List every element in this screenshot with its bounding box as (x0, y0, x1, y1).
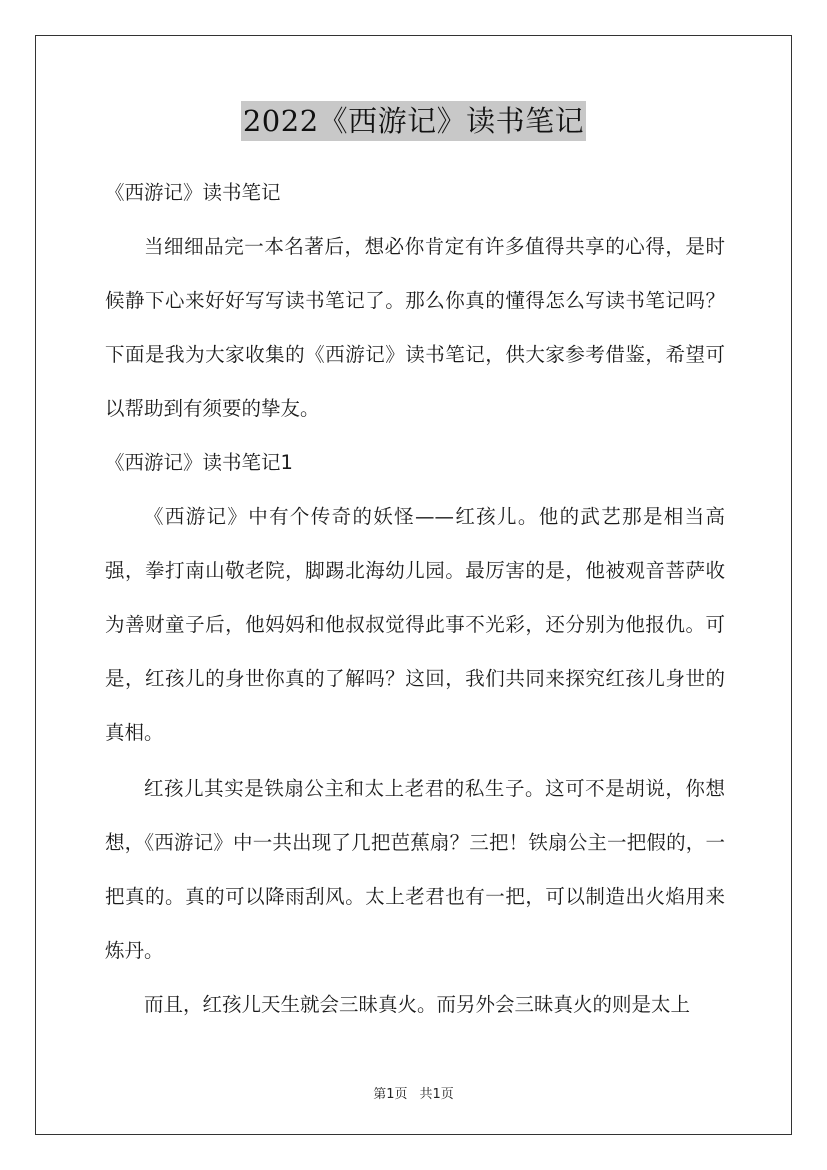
body-paragraph-1: 《西游记》中有个传奇的妖怪——红孩儿。他的武艺那是相当高强，拳打南山敬老院，脚踢北海幼儿园。最厉害的是，他被观音菩萨收为善财童子后，他妈妈和他叔叔觉得此事不光彩，还分别为他报仇。可是，红孩儿的身世你真的了解吗？这回，我们共同来探究红孩儿身世的真相。 (105, 505, 725, 744)
body-paragraph-2: 红孩儿其实是铁扇公主和太上老君的私生子。这可不是胡说，你想想，《西游记》中一共出现了几把芭蕉扇？三把！铁扇公主一把假的，一把真的。真的可以降雨刮风。太上老君也有一把，可以制造出火焰用来炼丹。 (105, 777, 725, 962)
page-footer (0, 1083, 827, 1102)
section-heading: 《西游记》读书笔记 (105, 181, 281, 204)
document-title: 2022《西游记》读书笔记 (241, 101, 586, 141)
page-total: 共1页 (419, 1087, 454, 1102)
title-container (0, 101, 827, 141)
intro-paragraph: 当细细品完一本名著后，想必你肯定有许多值得共享的心得，是时候静下心来好好写写读书笔记了。那么你真的懂得怎么写读书笔记吗？下面是我为大家收集的《西游记》读书笔记，供大家参考借鉴，希望可以帮助到有须要的挚友。 (105, 235, 725, 420)
page-number: 第1页 (373, 1087, 408, 1102)
section-heading-1: 《西游记》读书笔记1 (105, 451, 293, 474)
body-paragraph-3: 而且，红孩儿天生就会三昧真火。而另外会三昧真火的则是太上 (144, 993, 691, 1016)
